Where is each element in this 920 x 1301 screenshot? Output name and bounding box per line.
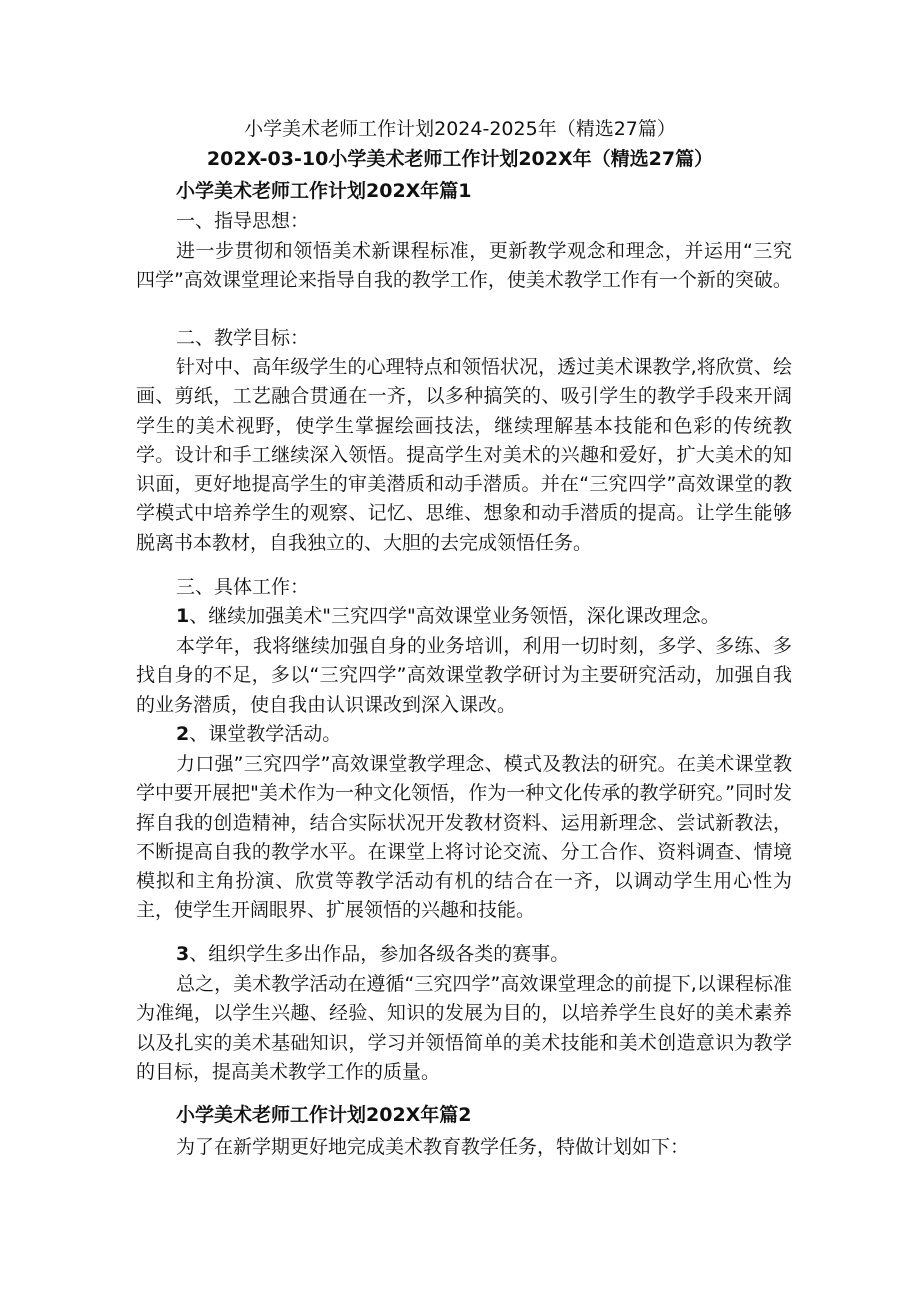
heading-guiding-thought: 一、指导思想： [176,210,310,232]
list-item-1-text: 、继续加强美术"三究四学"高效课堂业务领悟，深化课改理念。 [189,605,720,627]
paragraph-classroom-activities: 力口强”三究四学”高效课堂教学理念、模式及教法的研究。在美术课堂教学中要开展把"美术作为一种文化领悟，作为一种文化传承的教学研究。”同时发挥自我的创造精神，结合实际状况开发教材资料、运用新理念、尝试新教法，不断提高自我的教学水平。在课堂上将讨论交流、分工合作、资料调查、情境模拟和主角扮演、欣赏等教学活动有机的结合在一齐，以调动学生用心性为主，使学生开阔眼界、扩展领悟的兴趣和技能。 [136,753,792,922]
list-item-2 [176,721,341,747]
list-item-1 [176,603,720,629]
list-item-3-number: 3 [176,943,190,965]
list-item-3 [176,941,569,967]
paragraph-teaching-goals: 针对中、高年级学生的心理特点和领悟状况，透过美术课教学,将欣赏、绘画、剪纸，工艺融合贯通在一齐，以多种搞笑的、吸引学生的教学手段来开阔学生的美术视野，使学生掌握绘画技法，继续理解基本技能和色彩的传统教学。设计和手工继续深入领悟。提高学生对美术的兴趣和爱好，扩大美术的知识面，更好地提高学生的审美潜质和动手潜质。并在“三究四学”高效课堂的教学模式中培养学生的观察、记忆、思维、想象和动手潜质的提高。让学生能够脱离书本教材，自我独立的、大胆的去完成领悟任务。 [136,356,792,554]
paragraph-business-training: 本学年，我将继续加强自身的业务培训，利用一切时刻，多学、多练、多找自身的不足，多以“三究四学”高效课堂教学研讨为主要研究活动，加强自我的业务潜质，使自我由认识课改到深入课改。 [136,635,792,716]
section-title-1: 小学美术老师工作计划202X年篇1 [176,180,472,202]
list-item-3-text: 、组织学生多出作品，参加各级各类的赛事。 [189,943,570,965]
heading-specific-work: 三、具体工作： [176,576,310,598]
section-title-2: 小学美术老师工作计划202X年篇2 [176,1104,472,1126]
paragraph-plan-intro: 为了在新学期更好地完成美术教育教学任务，特做计划如下： [176,1136,690,1158]
document-title: 小学美术老师工作计划2024-2025年（精选27篇） [244,118,676,140]
list-item-1-number: 1 [176,605,190,627]
list-item-2-number: 2 [176,723,190,745]
document-subtitle: 202X-03-10小学美术老师工作计划202X年（精选27篇） [206,148,714,170]
paragraph-summary: 总之，美术教学活动在遵循“三究四学”高效课堂理念的前提下,以课程标准为准绳，以学生兴趣、经验、知识的发展为目的，以培养学生良好的美术素养以及扎实的美术基础知识，学习并领悟简单的美术技能和美术创造意识为教学的目标，提高美术教学工作的质量。 [136,973,792,1083]
list-item-2-text: 、课堂教学活动。 [189,723,342,745]
heading-teaching-goals: 二、教学目标： [176,327,310,349]
paragraph-guiding-thought: 进一步贯彻和领悟美术新课程标准，更新教学观念和理念，并运用“三究四学”高效课堂理论来指导自我的教学工作，使美术教学工作有一个新的突破。 [136,240,792,292]
